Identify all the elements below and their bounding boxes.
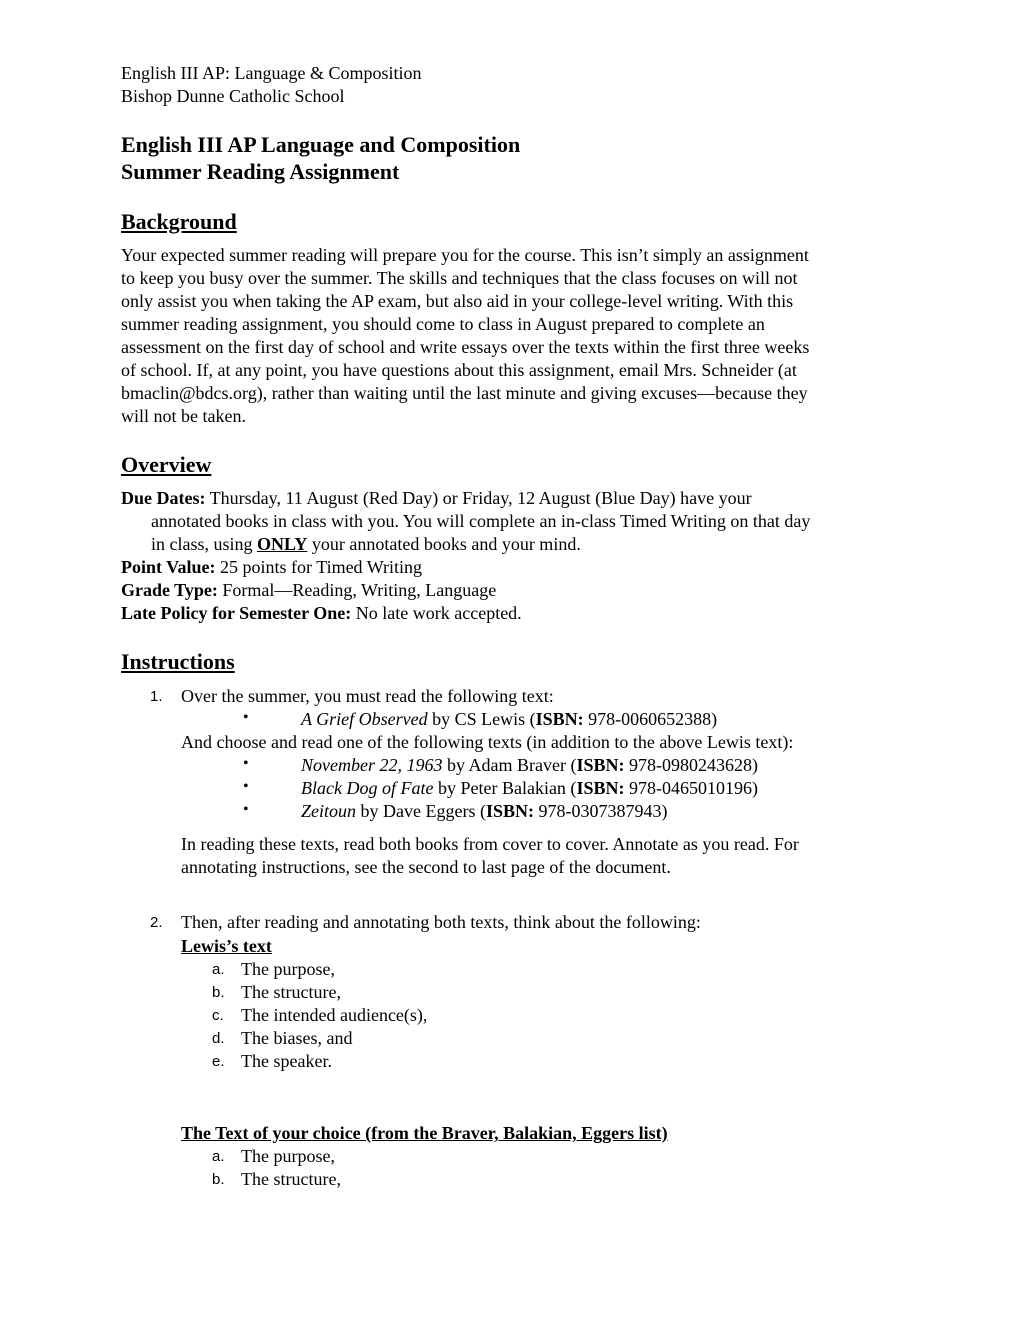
isbn-label: ISBN: xyxy=(576,778,625,798)
bullet: • xyxy=(243,778,249,795)
lewis-text-heading: Lewis’s text xyxy=(181,936,272,956)
list-item: The structure, xyxy=(241,982,341,1002)
book-author: by Dave Eggers ( xyxy=(356,801,486,821)
list-item: The purpose, xyxy=(241,1146,335,1166)
choose-text: And choose and read one of the following texts (in addition to the above Lewis text): xyxy=(181,732,794,752)
book-author: by Peter Balakian ( xyxy=(433,778,577,798)
document-subtitle: Summer Reading Assignment xyxy=(121,159,400,184)
choice-book xyxy=(301,777,758,800)
choice-text-heading: The Text of your choice (from the Braver, Balakian, Eggers list) xyxy=(181,1123,668,1143)
due-dates-label: Due Dates: xyxy=(121,488,206,508)
choice-book xyxy=(301,754,758,777)
late-policy-line xyxy=(121,602,522,625)
bullet: • xyxy=(243,755,249,772)
background-line: bmaclin@bdcs.org), rather than waiting until the last minute and giving excuses—because they xyxy=(121,383,808,403)
overview-heading: Overview xyxy=(121,452,212,477)
point-value-text: 25 points for Timed Writing xyxy=(215,557,422,577)
late-policy-label: Late Policy for Semester One: xyxy=(121,603,352,623)
due-dates-text: Thursday, 11 August (Red Day) or Friday, 12 August (Blue Day) have your xyxy=(205,488,752,508)
grade-type-text: Formal—Reading, Writing, Language xyxy=(217,580,497,600)
background-line: to keep you busy over the summer. The skills and techniques that the class focuses on will not xyxy=(121,268,798,288)
only-emphasis: ONLY xyxy=(257,534,308,554)
isbn-value: 978-0980243628) xyxy=(624,755,758,775)
list-item: The speaker. xyxy=(241,1051,332,1071)
list-item: The structure, xyxy=(241,1169,341,1189)
required-book xyxy=(301,708,717,731)
instructions-heading: Instructions xyxy=(121,649,235,674)
document-title: English III AP Language and Composition xyxy=(121,132,521,157)
background-line: of school. If, at any point, you have questions about this assignment, email Mrs. Schneider (at xyxy=(121,360,797,380)
list-item: The purpose, xyxy=(241,959,335,979)
due-dates-text: in class, using xyxy=(151,534,257,554)
step-number: 1. xyxy=(150,688,163,705)
choice-book xyxy=(301,800,668,823)
list-letter: b. xyxy=(212,984,225,1001)
book-author: by CS Lewis ( xyxy=(427,709,536,729)
book-title: Zeitoun xyxy=(301,801,357,821)
isbn-value: 978-0465010196) xyxy=(624,778,758,798)
course-header: English III AP: Language & Composition xyxy=(121,63,422,83)
late-policy-text: No late work accepted. xyxy=(351,603,522,623)
school-header: Bishop Dunne Catholic School xyxy=(121,86,345,106)
list-letter: c. xyxy=(212,1007,224,1024)
list-item: The biases, and xyxy=(241,1028,353,1048)
grade-type-label: Grade Type: xyxy=(121,580,218,600)
point-value-line xyxy=(121,556,422,579)
list-letter: b. xyxy=(212,1171,225,1188)
background-line: will not be taken. xyxy=(121,406,246,426)
reading-note: In reading these texts, read both books from cover to cover. Annotate as you read. For xyxy=(181,834,799,854)
background-line: summer reading assignment, you should come to class in August prepared to complete an xyxy=(121,314,765,334)
bullet: • xyxy=(243,801,249,818)
point-value-label: Point Value: xyxy=(121,557,216,577)
isbn-label: ISBN: xyxy=(576,755,625,775)
step-number: 2. xyxy=(150,914,163,931)
background-heading: Background xyxy=(121,209,237,234)
book-title: Black Dog of Fate xyxy=(301,778,434,798)
isbn-value: 978-0307387943) xyxy=(534,801,668,821)
isbn-label: ISBN: xyxy=(535,709,584,729)
list-letter: e. xyxy=(212,1053,225,1070)
due-dates-text: your annotated books and your mind. xyxy=(307,534,581,554)
book-author: by Adam Braver ( xyxy=(442,755,577,775)
list-letter: d. xyxy=(212,1030,225,1047)
due-dates-line xyxy=(121,487,752,510)
background-line: assessment on the first day of school and write essays over the texts within the first three weeks xyxy=(121,337,810,357)
due-dates-continued: annotated books in class with you. You will complete an in-class Timed Writing on that day xyxy=(151,511,811,531)
due-dates-continued xyxy=(151,533,581,556)
reading-note: annotating instructions, see the second to last page of the document. xyxy=(181,857,671,877)
list-letter: a. xyxy=(212,961,225,978)
isbn-label: ISBN: xyxy=(485,801,534,821)
list-letter: a. xyxy=(212,1148,225,1165)
background-line: only assist you when taking the AP exam, but also aid in your college-level writing. With this xyxy=(121,291,794,311)
step-text: Then, after reading and annotating both texts, think about the following: xyxy=(181,912,701,932)
book-title: November 22, 1963 xyxy=(301,755,443,775)
grade-type-line xyxy=(121,579,496,602)
background-line: Your expected summer reading will prepare you for the course. This isn’t simply an assignment xyxy=(121,245,809,265)
book-title: A Grief Observed xyxy=(301,709,428,729)
step-text: Over the summer, you must read the following text: xyxy=(181,686,554,706)
bullet: • xyxy=(243,709,249,726)
list-item: The intended audience(s), xyxy=(241,1005,428,1025)
isbn-value: 978-0060652388) xyxy=(583,709,718,729)
